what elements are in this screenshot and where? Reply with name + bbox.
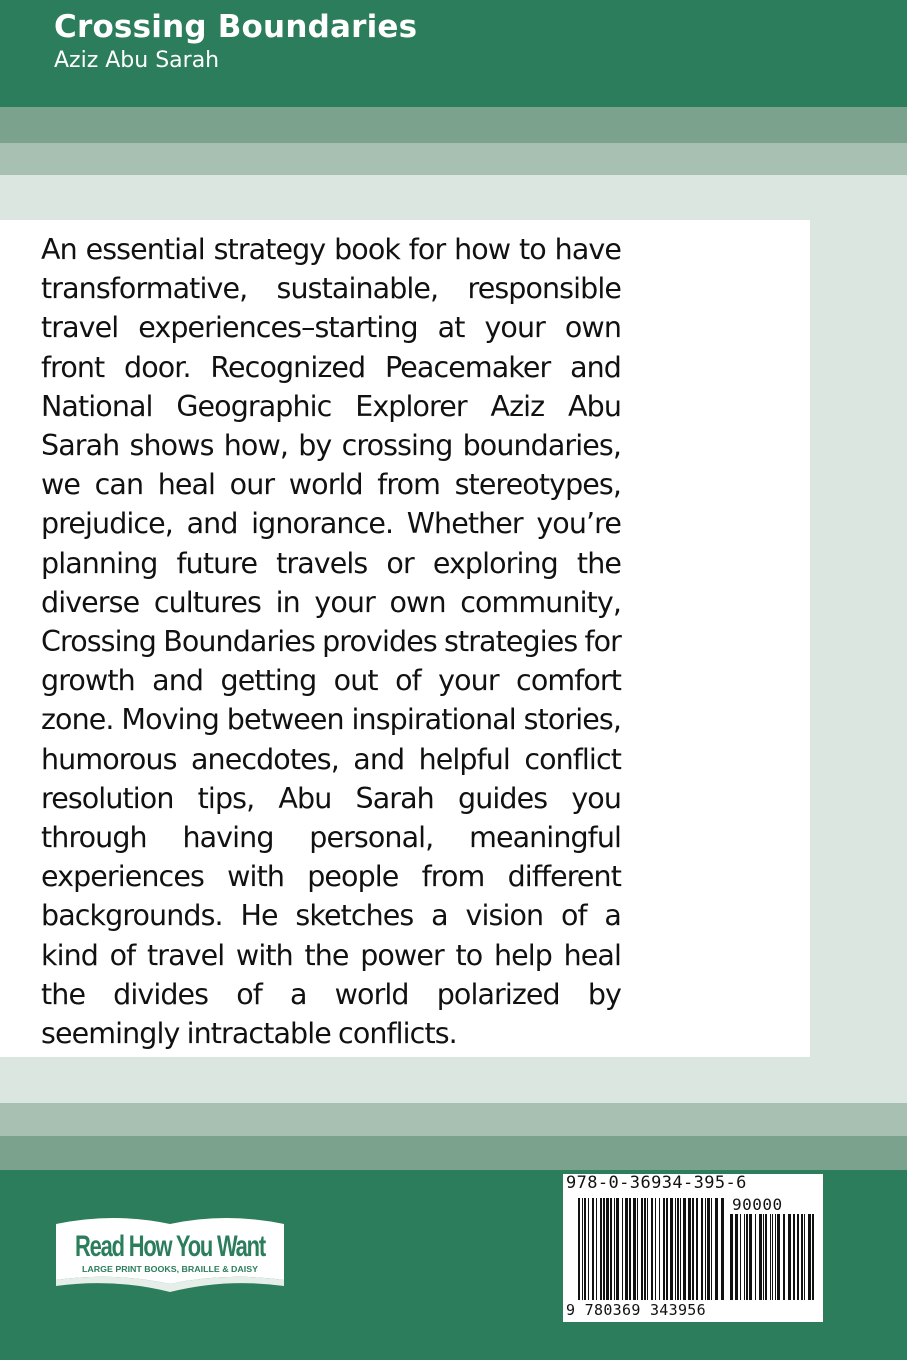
publisher-tagline: LARGE PRINT BOOKS, BRAILLE & DAISY <box>82 1265 259 1274</box>
publisher-name: Read How You Want <box>75 1230 267 1263</box>
book-blurb: An essential strategy book for how to have transformative, sustainable, responsible travel experiences–starting at your own front door. Recognized Peacemaker and National Geographic Explorer Aziz Abu Sarah shows how, by crossing boundaries, we can heal our world from stereotypes, prejudice, and ignorance. Whether you’re planning future travels or exploring the diverse cultures in your own community, Crossing Boundaries provides strategies for growth and getting out of your comfort zone. Moving between inspirational stories, humorous anecdotes, and helpful conflict resolution tips, Abu Sarah guides you through having personal, meaningful experiences with people from different backgrounds. He sketches a vision of a kind of travel with the power to help heal the divides of a world polarized by seemingly intractable conflicts. <box>41 233 621 1051</box>
price-code: 90000 <box>732 1195 783 1214</box>
decorative-stripe <box>0 1136 907 1170</box>
barcode-number: 9 780369 343956 <box>566 1301 706 1319</box>
decorative-stripe <box>0 143 907 175</box>
barcode-image <box>568 1196 818 1306</box>
publisher-logo <box>54 1214 286 1302</box>
decorative-stripe <box>0 107 907 143</box>
isbn-label: 978-0-36934-395-6 <box>566 1173 747 1193</box>
book-author: Aziz Abu Sarah <box>54 48 220 73</box>
decorative-stripe <box>0 1103 907 1136</box>
book-title: Crossing Boundaries <box>54 9 418 45</box>
